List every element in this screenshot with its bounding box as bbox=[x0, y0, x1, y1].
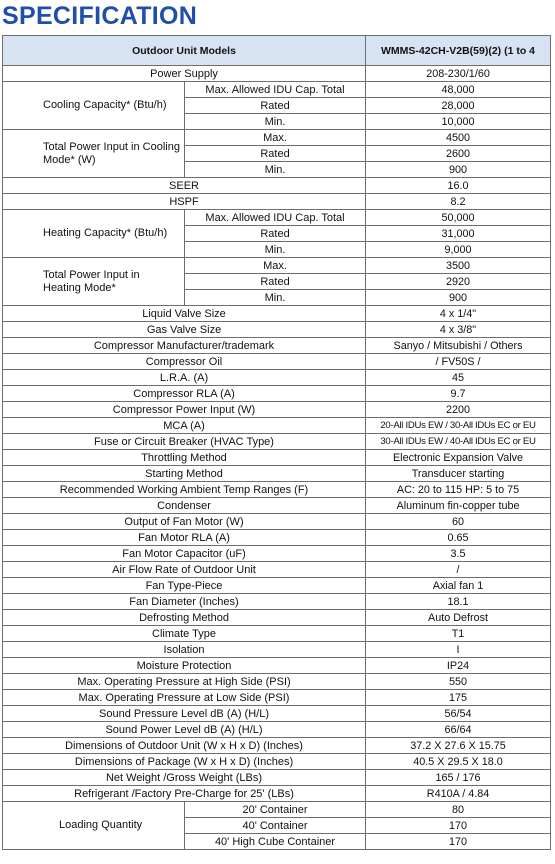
row-value: 9,000 bbox=[366, 242, 551, 258]
table-row bbox=[3, 306, 551, 322]
table-row bbox=[3, 322, 551, 338]
row-value: 175 bbox=[366, 690, 551, 706]
row-value: 170 bbox=[366, 834, 551, 850]
table-row bbox=[3, 66, 551, 82]
row-value: 20-All IDUs EW / 30-All IDUs EC or EU bbox=[366, 418, 551, 434]
table-row bbox=[3, 450, 551, 466]
row-value: / FV50S / bbox=[366, 354, 551, 370]
row-value: 3500 bbox=[366, 258, 551, 274]
row-value: 80 bbox=[366, 802, 551, 818]
row-value: 18.1 bbox=[366, 594, 551, 610]
row-label: Condenser bbox=[3, 498, 366, 514]
group-label-heating-capacity: Heating Capacity* (Btu/h) bbox=[3, 210, 185, 258]
row-value: R410A / 4.84 bbox=[366, 786, 551, 802]
row-label: Sound Pressure Level dB (A) (H/L) bbox=[3, 706, 366, 722]
row-label: Net Weight /Gross Weight (LBs) bbox=[3, 770, 366, 786]
row-value: 8.2 bbox=[366, 194, 551, 210]
table-row bbox=[3, 546, 551, 562]
row-value: 48,000 bbox=[366, 82, 551, 98]
sub-label: Max. bbox=[185, 258, 366, 274]
row-value: 4500 bbox=[366, 130, 551, 146]
row-value: 16.0 bbox=[366, 178, 551, 194]
row-value: 45 bbox=[366, 370, 551, 386]
row-label: Gas Valve Size bbox=[3, 322, 366, 338]
table-row bbox=[3, 738, 551, 754]
row-label: Fuse or Circuit Breaker (HVAC Type) bbox=[3, 434, 366, 450]
row-label: Defrosting Method bbox=[3, 610, 366, 626]
table-row bbox=[3, 434, 551, 450]
group-label-loading-quantity: Loading Quantity bbox=[3, 802, 185, 850]
table-row bbox=[3, 642, 551, 658]
row-label: Fan Motor RLA (A) bbox=[3, 530, 366, 546]
group-label-power-input-heating: Total Power Input in Heating Mode* bbox=[3, 258, 185, 306]
table-row bbox=[3, 626, 551, 642]
sub-label: Rated bbox=[185, 226, 366, 242]
row-label: Refrigerant /Factory Pre-Charge for 25' (LBs) bbox=[3, 786, 366, 802]
row-label: Climate Type bbox=[3, 626, 366, 642]
row-value: 2600 bbox=[366, 146, 551, 162]
table-row bbox=[3, 418, 551, 434]
row-label: Recommended Working Ambient Temp Ranges (F) bbox=[3, 482, 366, 498]
table-row bbox=[3, 402, 551, 418]
row-label: Fan Motor Capacitor (uF) bbox=[3, 546, 366, 562]
sub-label: Rated bbox=[185, 274, 366, 290]
sub-label: Rated bbox=[185, 146, 366, 162]
table-row bbox=[3, 354, 551, 370]
table-row bbox=[3, 530, 551, 546]
table-row bbox=[3, 690, 551, 706]
header-label: Outdoor Unit Models bbox=[3, 36, 366, 66]
row-value: 31,000 bbox=[366, 226, 551, 242]
row-value: 550 bbox=[366, 674, 551, 690]
table-row bbox=[3, 194, 551, 210]
row-value: Electronic Expansion Valve bbox=[366, 450, 551, 466]
row-value: 900 bbox=[366, 290, 551, 306]
page-title: SPECIFICATION bbox=[2, 2, 198, 30]
table-row bbox=[3, 658, 551, 674]
table-row bbox=[3, 610, 551, 626]
row-value: 4 x 1/4" bbox=[366, 306, 551, 322]
table-row bbox=[3, 258, 551, 274]
table-row bbox=[3, 466, 551, 482]
sub-label: 40' High Cube Container bbox=[185, 834, 366, 850]
row-value: 3.5 bbox=[366, 546, 551, 562]
table-row bbox=[3, 786, 551, 802]
row-label: Output of Fan Motor (W) bbox=[3, 514, 366, 530]
row-label: Moisture Protection bbox=[3, 658, 366, 674]
row-value: 2920 bbox=[366, 274, 551, 290]
row-value: IP24 bbox=[366, 658, 551, 674]
row-label: Liquid Valve Size bbox=[3, 306, 366, 322]
row-label: Power Supply bbox=[3, 66, 366, 82]
sub-label: Min. bbox=[185, 162, 366, 178]
row-value: 60 bbox=[366, 514, 551, 530]
header-model: WMMS-42CH-V2B(59)(2) (1 to 4 bbox=[366, 36, 551, 66]
table-row bbox=[3, 130, 551, 146]
sub-label: Max. Allowed IDU Cap. Total bbox=[185, 210, 366, 226]
row-value: 30-All IDUs EW / 40-All IDUs EC or EU bbox=[366, 434, 551, 450]
row-label: Max. Operating Pressure at Low Side (PSI) bbox=[3, 690, 366, 706]
sub-label: Min. bbox=[185, 290, 366, 306]
row-value: T1 bbox=[366, 626, 551, 642]
row-value: 50,000 bbox=[366, 210, 551, 226]
row-value: 4 x 3/8" bbox=[366, 322, 551, 338]
row-label: Compressor Oil bbox=[3, 354, 366, 370]
row-value: I bbox=[366, 642, 551, 658]
row-value: 165 / 176 bbox=[366, 770, 551, 786]
group-label-cooling-capacity: Cooling Capacity* (Btu/h) bbox=[3, 82, 185, 130]
row-value: AC: 20 to 115 HP: 5 to 75 bbox=[366, 482, 551, 498]
table-row bbox=[3, 754, 551, 770]
row-label: SEER bbox=[3, 178, 366, 194]
row-value: 66/64 bbox=[366, 722, 551, 738]
row-value: 170 bbox=[366, 818, 551, 834]
table-row bbox=[3, 578, 551, 594]
table-row bbox=[3, 594, 551, 610]
row-value: 2200 bbox=[366, 402, 551, 418]
row-value: 9.7 bbox=[366, 386, 551, 402]
row-label: Throttling Method bbox=[3, 450, 366, 466]
table-row bbox=[3, 770, 551, 786]
table-row bbox=[3, 514, 551, 530]
table-row bbox=[3, 210, 551, 226]
row-label: Compressor RLA (A) bbox=[3, 386, 366, 402]
sub-label: Rated bbox=[185, 98, 366, 114]
table-row bbox=[3, 370, 551, 386]
row-label: Fan Type-Piece bbox=[3, 578, 366, 594]
row-label: Dimensions of Package (W x H x D) (Inches) bbox=[3, 754, 366, 770]
sub-label: Max. bbox=[185, 130, 366, 146]
sub-label: 20' Container bbox=[185, 802, 366, 818]
row-value: Transducer starting bbox=[366, 466, 551, 482]
row-label: L.R.A. (A) bbox=[3, 370, 366, 386]
row-value: 56/54 bbox=[366, 706, 551, 722]
row-value: 208-230/1/60 bbox=[366, 66, 551, 82]
table-row bbox=[3, 706, 551, 722]
specification-table bbox=[2, 35, 551, 850]
row-label: Max. Operating Pressure at High Side (PSI) bbox=[3, 674, 366, 690]
row-value: / bbox=[366, 562, 551, 578]
row-label: Compressor Power Input (W) bbox=[3, 402, 366, 418]
row-label: Compressor Manufacturer/trademark bbox=[3, 338, 366, 354]
row-label: Sound Power Level dB (A) (H/L) bbox=[3, 722, 366, 738]
table-row bbox=[3, 82, 551, 98]
table-row bbox=[3, 562, 551, 578]
table-row bbox=[3, 386, 551, 402]
table-row bbox=[3, 482, 551, 498]
sub-label: Max. Allowed IDU Cap. Total bbox=[185, 82, 366, 98]
row-value: 900 bbox=[366, 162, 551, 178]
row-value: 37.2 X 27.6 X 15.75 bbox=[366, 738, 551, 754]
row-value: Axial fan 1 bbox=[366, 578, 551, 594]
row-value: 10,000 bbox=[366, 114, 551, 130]
row-label: Dimensions of Outdoor Unit (W x H x D) (Inches) bbox=[3, 738, 366, 754]
sub-label: Min. bbox=[185, 242, 366, 258]
row-label: Air Flow Rate of Outdoor Unit bbox=[3, 562, 366, 578]
row-label: Isolation bbox=[3, 642, 366, 658]
table-row bbox=[3, 722, 551, 738]
row-label: HSPF bbox=[3, 194, 366, 210]
row-value: Sanyo / Mitsubishi / Others bbox=[366, 338, 551, 354]
row-value: Aluminum fin-copper tube bbox=[366, 498, 551, 514]
group-label-power-input-cooling: Total Power Input in Cooling Mode* (W) bbox=[3, 130, 185, 178]
row-value: 0.65 bbox=[366, 530, 551, 546]
sub-label: 40' Container bbox=[185, 818, 366, 834]
row-label: Fan Diameter (Inches) bbox=[3, 594, 366, 610]
row-value: 40.5 X 29.5 X 18.0 bbox=[366, 754, 551, 770]
row-label: Starting Method bbox=[3, 466, 366, 482]
row-label: MCA (A) bbox=[3, 418, 366, 434]
row-value: 28,000 bbox=[366, 98, 551, 114]
table-row bbox=[3, 338, 551, 354]
table-row bbox=[3, 178, 551, 194]
row-value: Auto Defrost bbox=[366, 610, 551, 626]
table-row bbox=[3, 802, 551, 818]
table-header-row bbox=[3, 36, 551, 66]
sub-label: Min. bbox=[185, 114, 366, 130]
table-row bbox=[3, 498, 551, 514]
table-row bbox=[3, 674, 551, 690]
